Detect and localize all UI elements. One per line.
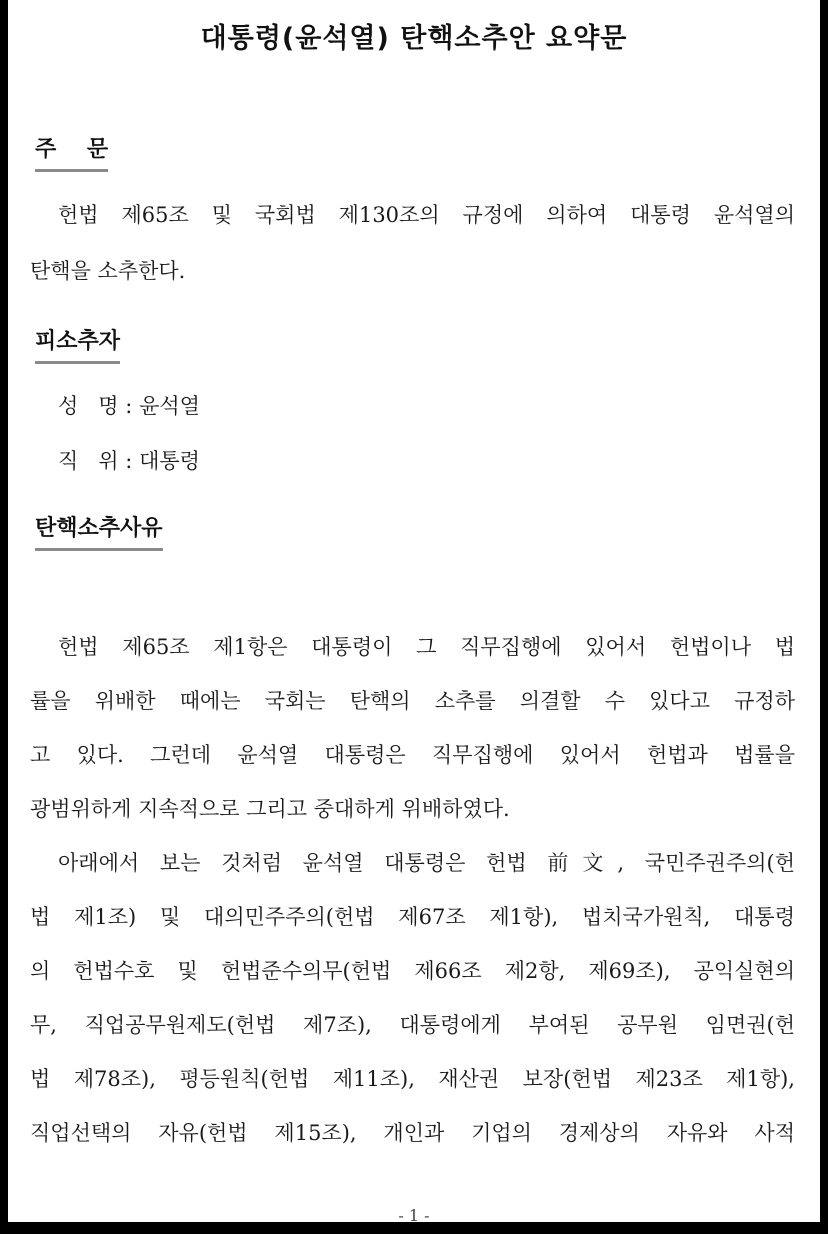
- grounds-p2-line-1: 아래에서 보는 것처럼 윤석열 대통령은 헌법 前文, 국민주권주의(헌: [58, 851, 795, 875]
- grounds-p2-line-2: 법 제1조) 및 대의민주주의(헌법 제67조 제1항), 법치국가원칙, 대통령: [30, 905, 795, 929]
- accused-name-row: [58, 391, 200, 421]
- heading-accused: 피소추자: [35, 324, 120, 364]
- grounds-p2-line-5: 법 제78조), 평등원칙(헌법 제11조), 재산권 보장(헌법 제23조 제1항),: [30, 1067, 795, 1091]
- order-line-2: 탄핵을 소추한다.: [30, 259, 186, 283]
- grounds-p1-line-4: 광범위하게 지속적으로 그리고 중대하게 위배하였다.: [30, 797, 510, 821]
- grounds-p1-line-1: 헌법 제65조 제1항은 대통령이 그 직무집행에 있어서 헌법이나 법: [58, 635, 795, 659]
- order-line-1: 헌법 제65조 및 국회법 제130조의 규정에 의하여 대통령 윤석열의: [58, 203, 795, 227]
- document-title: 대통령(윤석열) 탄핵소추안 요약문: [200, 23, 628, 54]
- accused-position-row: [58, 446, 200, 476]
- accused-name-value: 윤석열: [139, 394, 200, 418]
- accused-name-separator: :: [125, 394, 133, 418]
- grounds-p2-line-6: 직업선택의 자유(헌법 제15조), 개인과 기업의 경제상의 자유와 사적: [30, 1121, 795, 1145]
- heading-grounds: 탄핵소추사유: [35, 511, 163, 551]
- heading-order: 주 문: [35, 132, 108, 172]
- accused-position-label: 직 위: [58, 449, 119, 473]
- grounds-p2-line-4: 무, 직업공무원제도(헌법 제7조), 대통령에게 부여된 공무원 임면권(헌: [30, 1013, 795, 1037]
- grounds-p1-line-3: 고 있다. 그런데 윤석열 대통령은 직무집행에 있어서 헌법과 법률을: [30, 743, 795, 767]
- page-number: - 1 -: [398, 1206, 430, 1225]
- accused-position-value: 대통령: [139, 449, 200, 473]
- accused-name-label: 성 명: [58, 394, 119, 418]
- accused-position-separator: :: [125, 449, 133, 473]
- document-page: [8, 0, 820, 1225]
- grounds-p1-line-2: 률을 위배한 때에는 국회는 탄핵의 소추를 의결할 수 있다고 규정하: [30, 689, 795, 713]
- grounds-p2-line-3: 의 헌법수호 및 헌법준수의무(헌법 제66조 제2항, 제69조), 공익실현의: [30, 959, 795, 983]
